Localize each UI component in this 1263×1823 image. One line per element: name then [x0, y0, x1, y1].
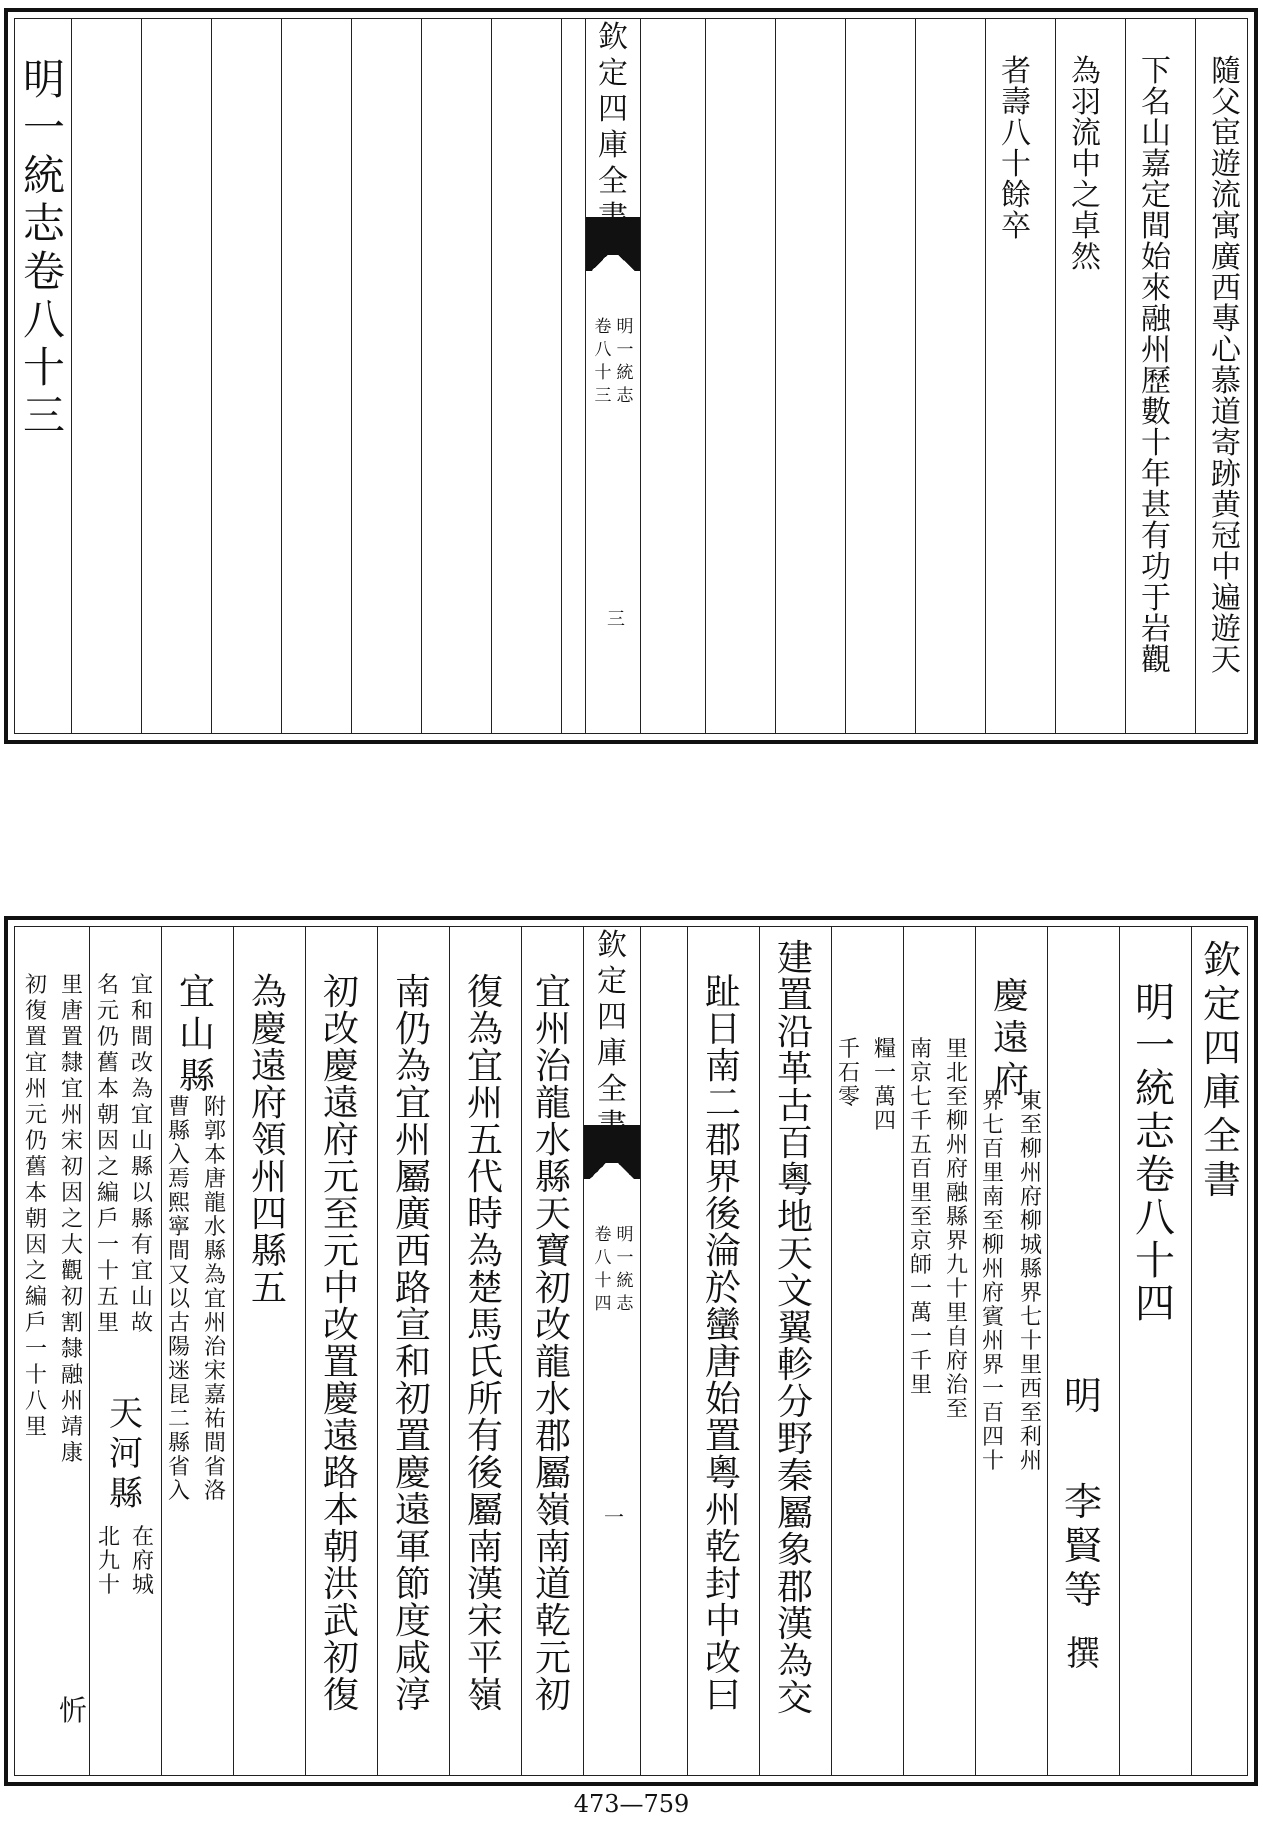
column-rule [351, 19, 352, 733]
note-column: 名 元 仍 舊 本 朝 因 之 編 戶 一 十 五 里 [96, 973, 119, 1336]
text-column: 宜 州 治 龍 水 縣 天 寶 初 改 龍 水 郡 屬 嶺 南 道 乾 元 初 [534, 972, 571, 1716]
column-rule [561, 19, 562, 733]
county-note: 北 九 十 [97, 1525, 120, 1598]
text-column: 建 置 沿 革 古 百 粵 地 天 文 翼 軫 分 野 秦 屬 象 郡 漢 為 交 [776, 938, 813, 1719]
column-rule [161, 927, 162, 1775]
bottom-page-inner-border [14, 926, 1248, 1776]
column-rule [915, 19, 916, 733]
text-column: 下 名 山 嘉 定 間 始 來 融 州 歷 數 十 年 甚 有 功 于 岩 觀 [1141, 54, 1171, 678]
column-rule [233, 927, 234, 1775]
prefecture-heading: 慶 遠 府 [992, 976, 1029, 1101]
column-rule [975, 927, 976, 1775]
page-number: 473—759 [573, 1790, 690, 1818]
county-note: 附 郭 本 唐 龍 水 縣 為 宜 州 治 宋 嘉 祐 間 省 洛 [203, 1095, 226, 1504]
column-rule [1047, 927, 1048, 1775]
prefecture-note: 界 七 百 里 南 至 柳 州 府 賓 州 界 一 百 四 十 [981, 1089, 1004, 1474]
county-note: 曹 縣 入 焉 熙 寧 間 又 以 古 陽 迷 昆 二 縣 省 入 [167, 1095, 190, 1504]
grain-note: 糧 一 萬 四 [873, 1037, 896, 1134]
column-rule [211, 19, 212, 733]
prefecture-note: 里 北 至 柳 州 府 融 縣 界 九 十 里 自 府 治 至 [945, 1037, 968, 1422]
column-rule [71, 19, 72, 733]
column-rule [1119, 927, 1120, 1775]
band-folio: 三 [607, 609, 625, 630]
author-name: 李 賢 等 [1063, 1480, 1102, 1612]
center-band [583, 927, 641, 1775]
fish-tail-ornament [584, 1125, 640, 1163]
bottom-page-frame [4, 916, 1258, 1786]
note-column: 宜 和 間 改 為 宜 山 縣 以 縣 有 宜 山 故 [130, 973, 153, 1336]
column-rule [377, 927, 378, 1775]
band-small-1: 明 一 統 志 [616, 1225, 634, 1314]
note-column: 初 復 置 宜 州 元 仍 舊 本 朝 因 之 編 戶 一 十 八 里 [24, 973, 47, 1440]
text-column: 隨 父 宦 遊 流 寓 廣 西 專 心 慕 道 寄 跡 黄 冠 中 遍 遊 天 [1211, 54, 1241, 678]
band-small-1: 明 一 統 志 [616, 317, 634, 406]
volume-title: 明 一 統 志 卷 八 十 三 [22, 55, 65, 440]
band-folio: 一 [604, 1505, 624, 1529]
book-title: 欽 定 四 庫 全 書 [1202, 938, 1241, 1202]
column-rule [141, 19, 142, 733]
column-rule [305, 927, 306, 1775]
band-title: 欽 定 四 庫 全 [598, 20, 628, 199]
text-column: 趾 日 南 二 郡 界 後 淪 於 蠻 唐 始 置 粵 州 乾 封 中 改 曰 [704, 972, 741, 1716]
center-band [585, 19, 641, 733]
prefecture-note: 東 至 柳 州 府 柳 城 縣 界 七 十 里 西 至 利 州 [1019, 1089, 1042, 1474]
prefecture-note: 南 京 七 千 五 百 里 至 京 師 一 萬 一 千 里 [909, 1037, 932, 1398]
volume-title: 明 一 統 志 卷 八 十 四 [1135, 980, 1175, 1327]
text-column: 為 羽 流 中 之 卓 然 [1071, 54, 1101, 275]
column-rule [89, 927, 90, 1775]
text-column: 為 慶 遠 府 領 州 四 縣 五 [250, 972, 287, 1309]
column-rule [281, 19, 282, 733]
author-suffix: 撰 [1066, 1634, 1100, 1674]
column-rule [903, 927, 904, 1775]
note-column: 里 唐 置 隸 宜 州 宋 初 因 之 大 觀 初 割 隸 融 州 靖 康 [60, 973, 83, 1466]
text-column: 者 壽 八 十 餘 卒 [1001, 54, 1031, 244]
column-rule [985, 19, 986, 733]
column-rule [705, 19, 706, 733]
text-column: 復 為 宜 州 五 代 時 為 楚 馬 氏 所 有 後 屬 南 漢 宋 平 嶺 [466, 972, 503, 1716]
column-rule [421, 19, 422, 733]
column-rule [775, 19, 776, 733]
column-rule [845, 19, 846, 733]
column-rule [1191, 927, 1192, 1775]
text-column: 南 仍 為 宜 州 屬 廣 西 路 宣 和 初 置 慶 遠 軍 節 度 咸 淳 [394, 972, 431, 1716]
column-rule [1195, 19, 1196, 733]
band-title: 欽 定 四 庫 全 [597, 928, 627, 1107]
county-note: 在 府 城 [131, 1525, 154, 1598]
county-heading: 天 河 縣 [109, 1394, 143, 1514]
note-column-end-char: 忻 [58, 1694, 87, 1727]
county-heading: 宜 山 縣 [178, 972, 215, 1097]
band-small-2: 卷 八 十 三 [594, 317, 612, 406]
column-rule [687, 927, 688, 1775]
column-rule [831, 927, 832, 1775]
column-rule [449, 927, 450, 1775]
top-page-inner-border [14, 18, 1248, 734]
column-rule [521, 927, 522, 1775]
text-column: 初 改 慶 遠 府 元 至 元 中 改 置 慶 遠 路 本 朝 洪 武 初 復 [322, 972, 359, 1716]
column-rule [759, 927, 760, 1775]
author-dynasty: 明 [1063, 1374, 1102, 1418]
column-rule [1055, 19, 1056, 733]
column-rule [1125, 19, 1126, 733]
column-rule [491, 19, 492, 733]
top-page-frame [4, 8, 1258, 744]
fish-tail-ornament [586, 217, 640, 255]
band-small-2: 卷 八 十 四 [594, 1225, 612, 1314]
grain-note: 千 石 零 [837, 1037, 860, 1110]
